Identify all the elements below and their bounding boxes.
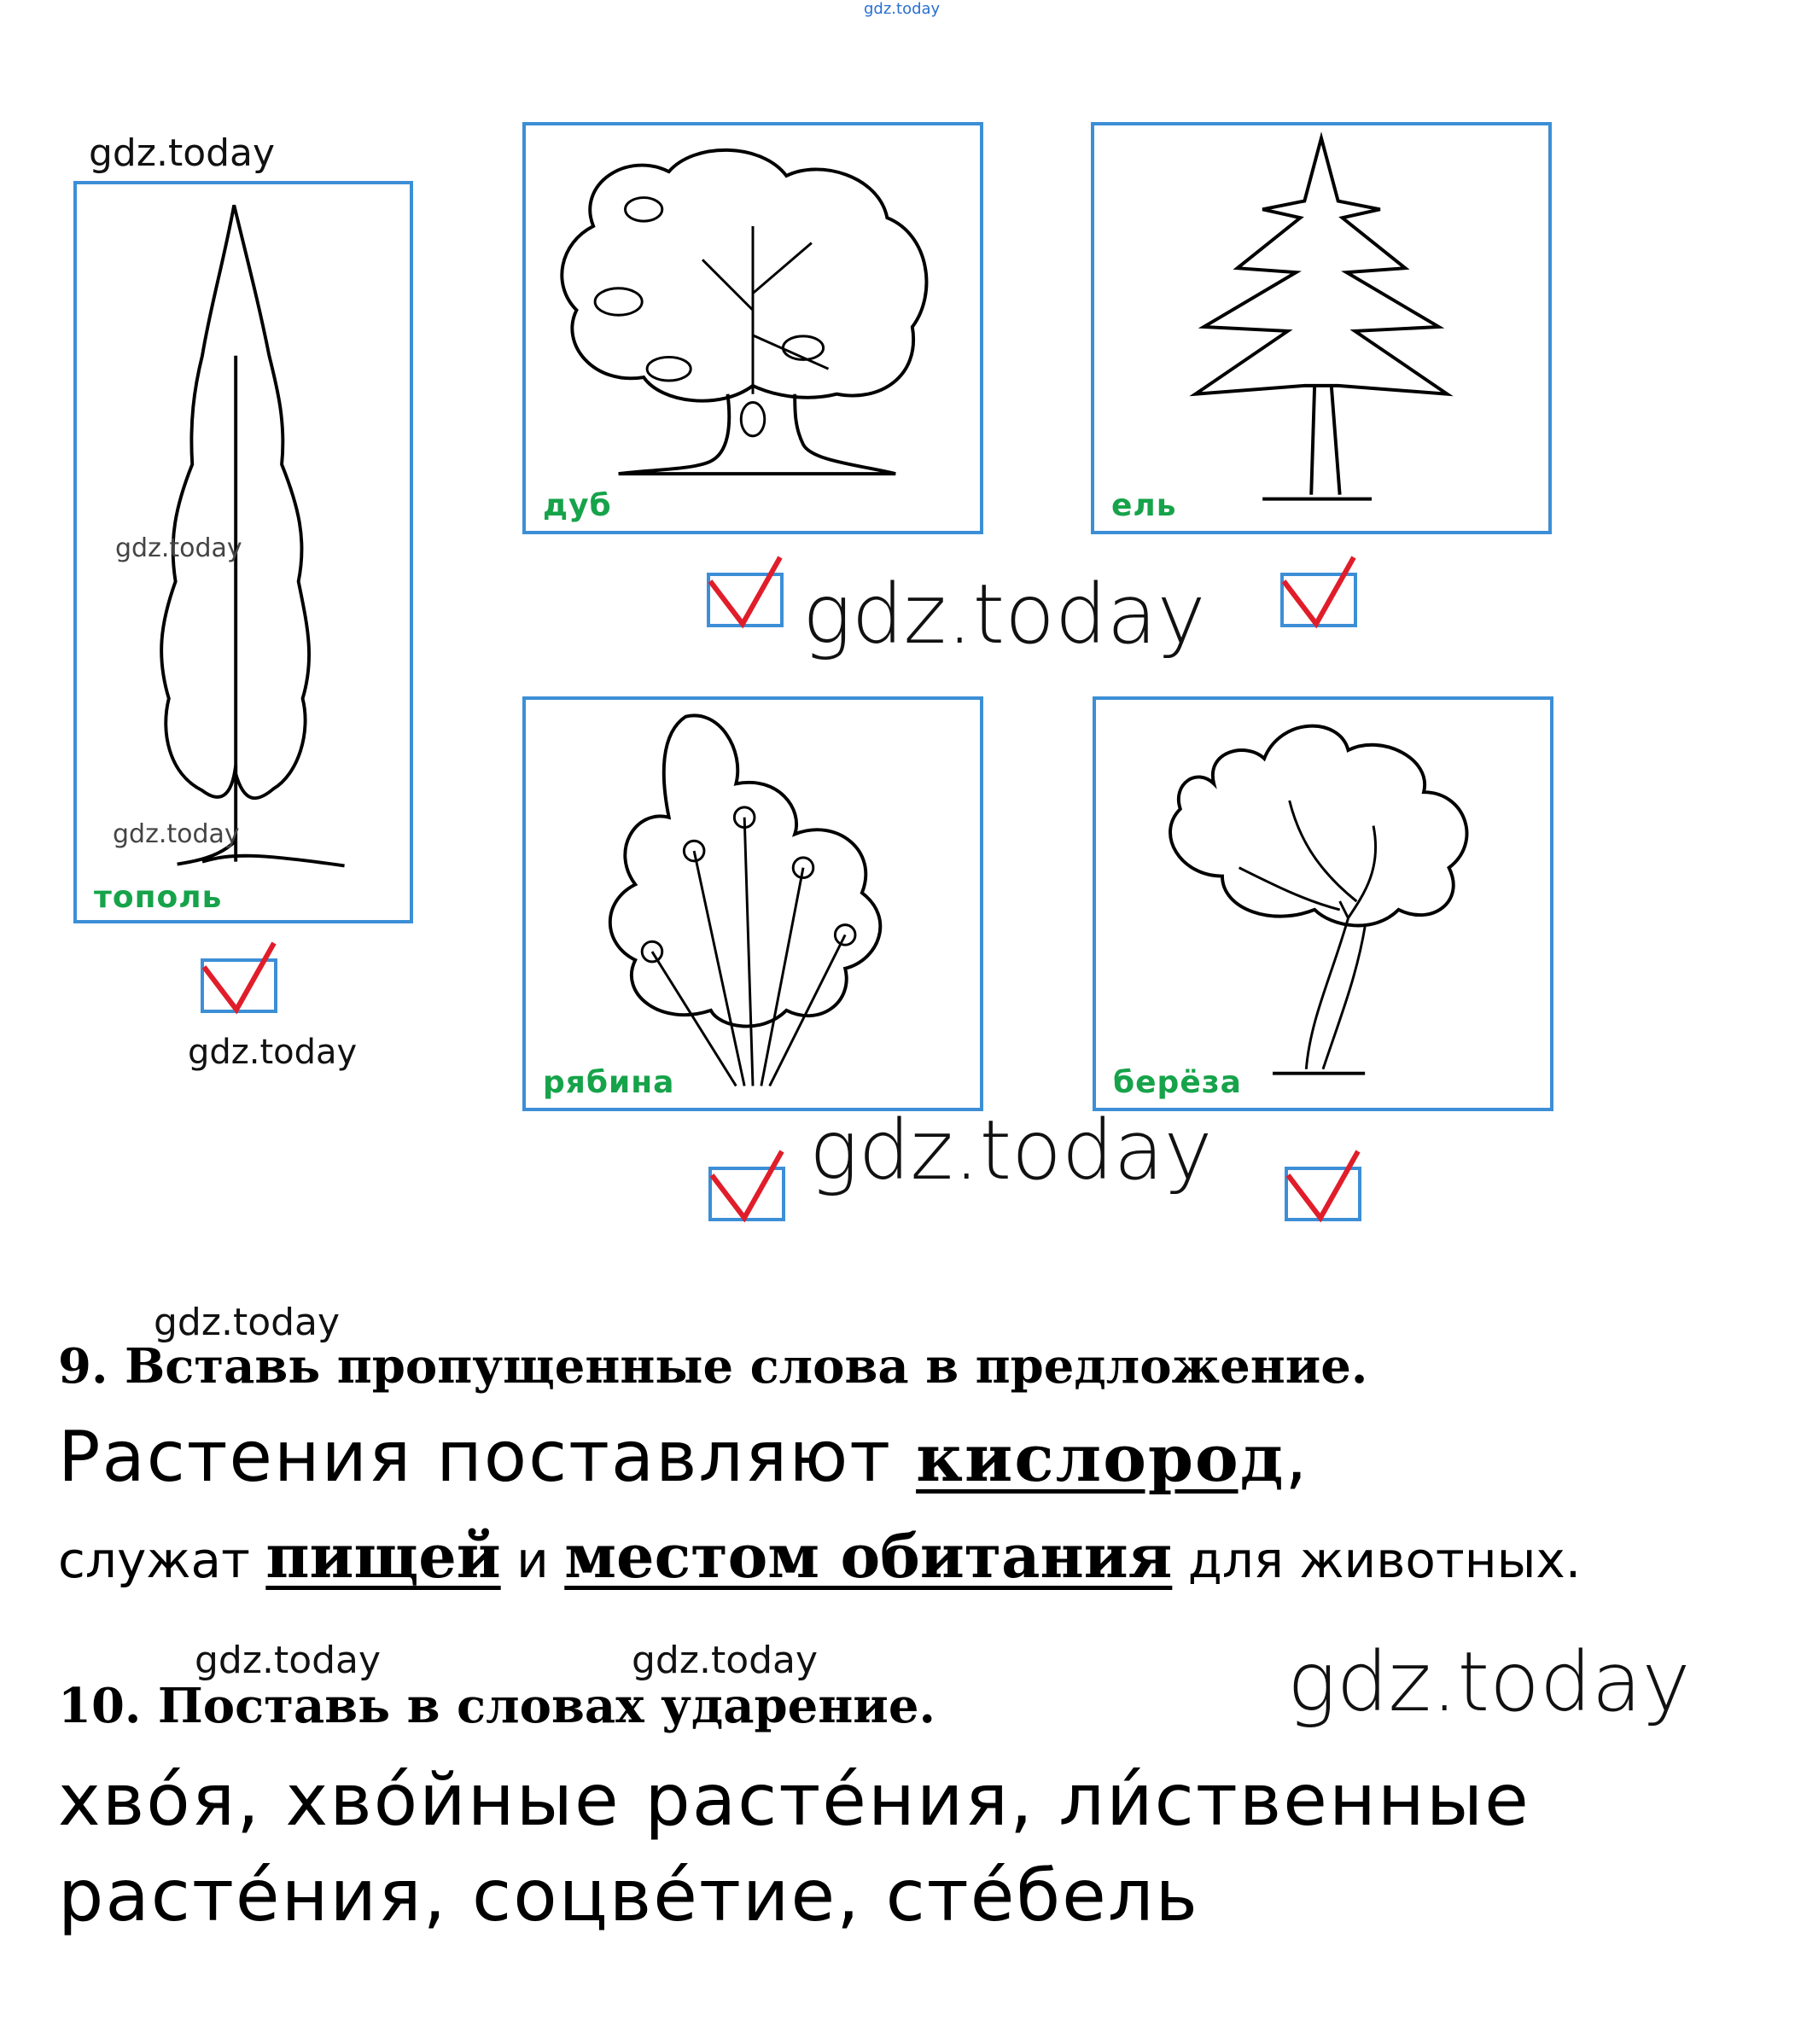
tree-label: тополь (94, 880, 223, 915)
oak-illustration (526, 125, 980, 531)
watermark: gdz.today (632, 1639, 819, 1682)
task10-line2: расте́ния, соцве́тие, сте́бель (58, 1854, 1200, 1937)
task9-line2-mid: и (500, 1531, 565, 1589)
spruce-illustration (1094, 125, 1548, 531)
card-birch (1093, 696, 1553, 1111)
task9-line1-start: Растения поставляют (58, 1417, 917, 1498)
watermark: gdz.today (809, 1103, 1213, 1198)
watermark: gdz.today (1287, 1634, 1691, 1730)
task10-title: 10. Поставь в словах ударение. (58, 1678, 935, 1734)
task9-fill-food: пищей (265, 1521, 501, 1592)
task10-line1: хво́я, хво́йные расте́ния, ли́ственные (58, 1758, 1530, 1842)
checkbox-rowan[interactable] (708, 1150, 785, 1221)
tree-label: берёза (1113, 1065, 1242, 1100)
task9-line2-start: служат (58, 1531, 266, 1589)
checkbox-poplar[interactable] (201, 941, 277, 1013)
tree-label: рябина (543, 1065, 675, 1100)
watermark: gdz.today (113, 819, 240, 849)
birch-illustration (1096, 700, 1550, 1108)
watermark: gdz.today (154, 1301, 341, 1344)
task9-line2-end: для животных. (1172, 1531, 1582, 1589)
task9-fill-habitat: местом обитания (564, 1521, 1173, 1592)
card-rowan (522, 696, 983, 1111)
rowan-illustration (526, 700, 980, 1108)
tree-label: дуб (543, 488, 612, 523)
watermark: gdz.today (802, 567, 1206, 662)
watermark: gdz.today (115, 533, 242, 563)
task9-fill-oxygen: кислород (916, 1420, 1285, 1496)
watermark: gdz.today (195, 1639, 382, 1682)
card-spruce (1091, 122, 1552, 534)
task9-title: 9. Вставь пропущенные слова в предложение. (58, 1338, 1368, 1395)
watermark-top: gdz.today (864, 0, 941, 18)
card-oak (522, 122, 983, 534)
task9-line1 (58, 1417, 1308, 1498)
watermark: gdz.today (89, 131, 276, 175)
checkbox-spruce[interactable] (1280, 556, 1357, 627)
tree-label: ель (1111, 488, 1177, 523)
task9-line1-end: , (1285, 1417, 1309, 1498)
task9-line2 (58, 1521, 1581, 1592)
checkbox-oak[interactable] (707, 556, 784, 627)
watermark: gdz.today (188, 1033, 358, 1072)
checkbox-birch[interactable] (1285, 1150, 1361, 1221)
